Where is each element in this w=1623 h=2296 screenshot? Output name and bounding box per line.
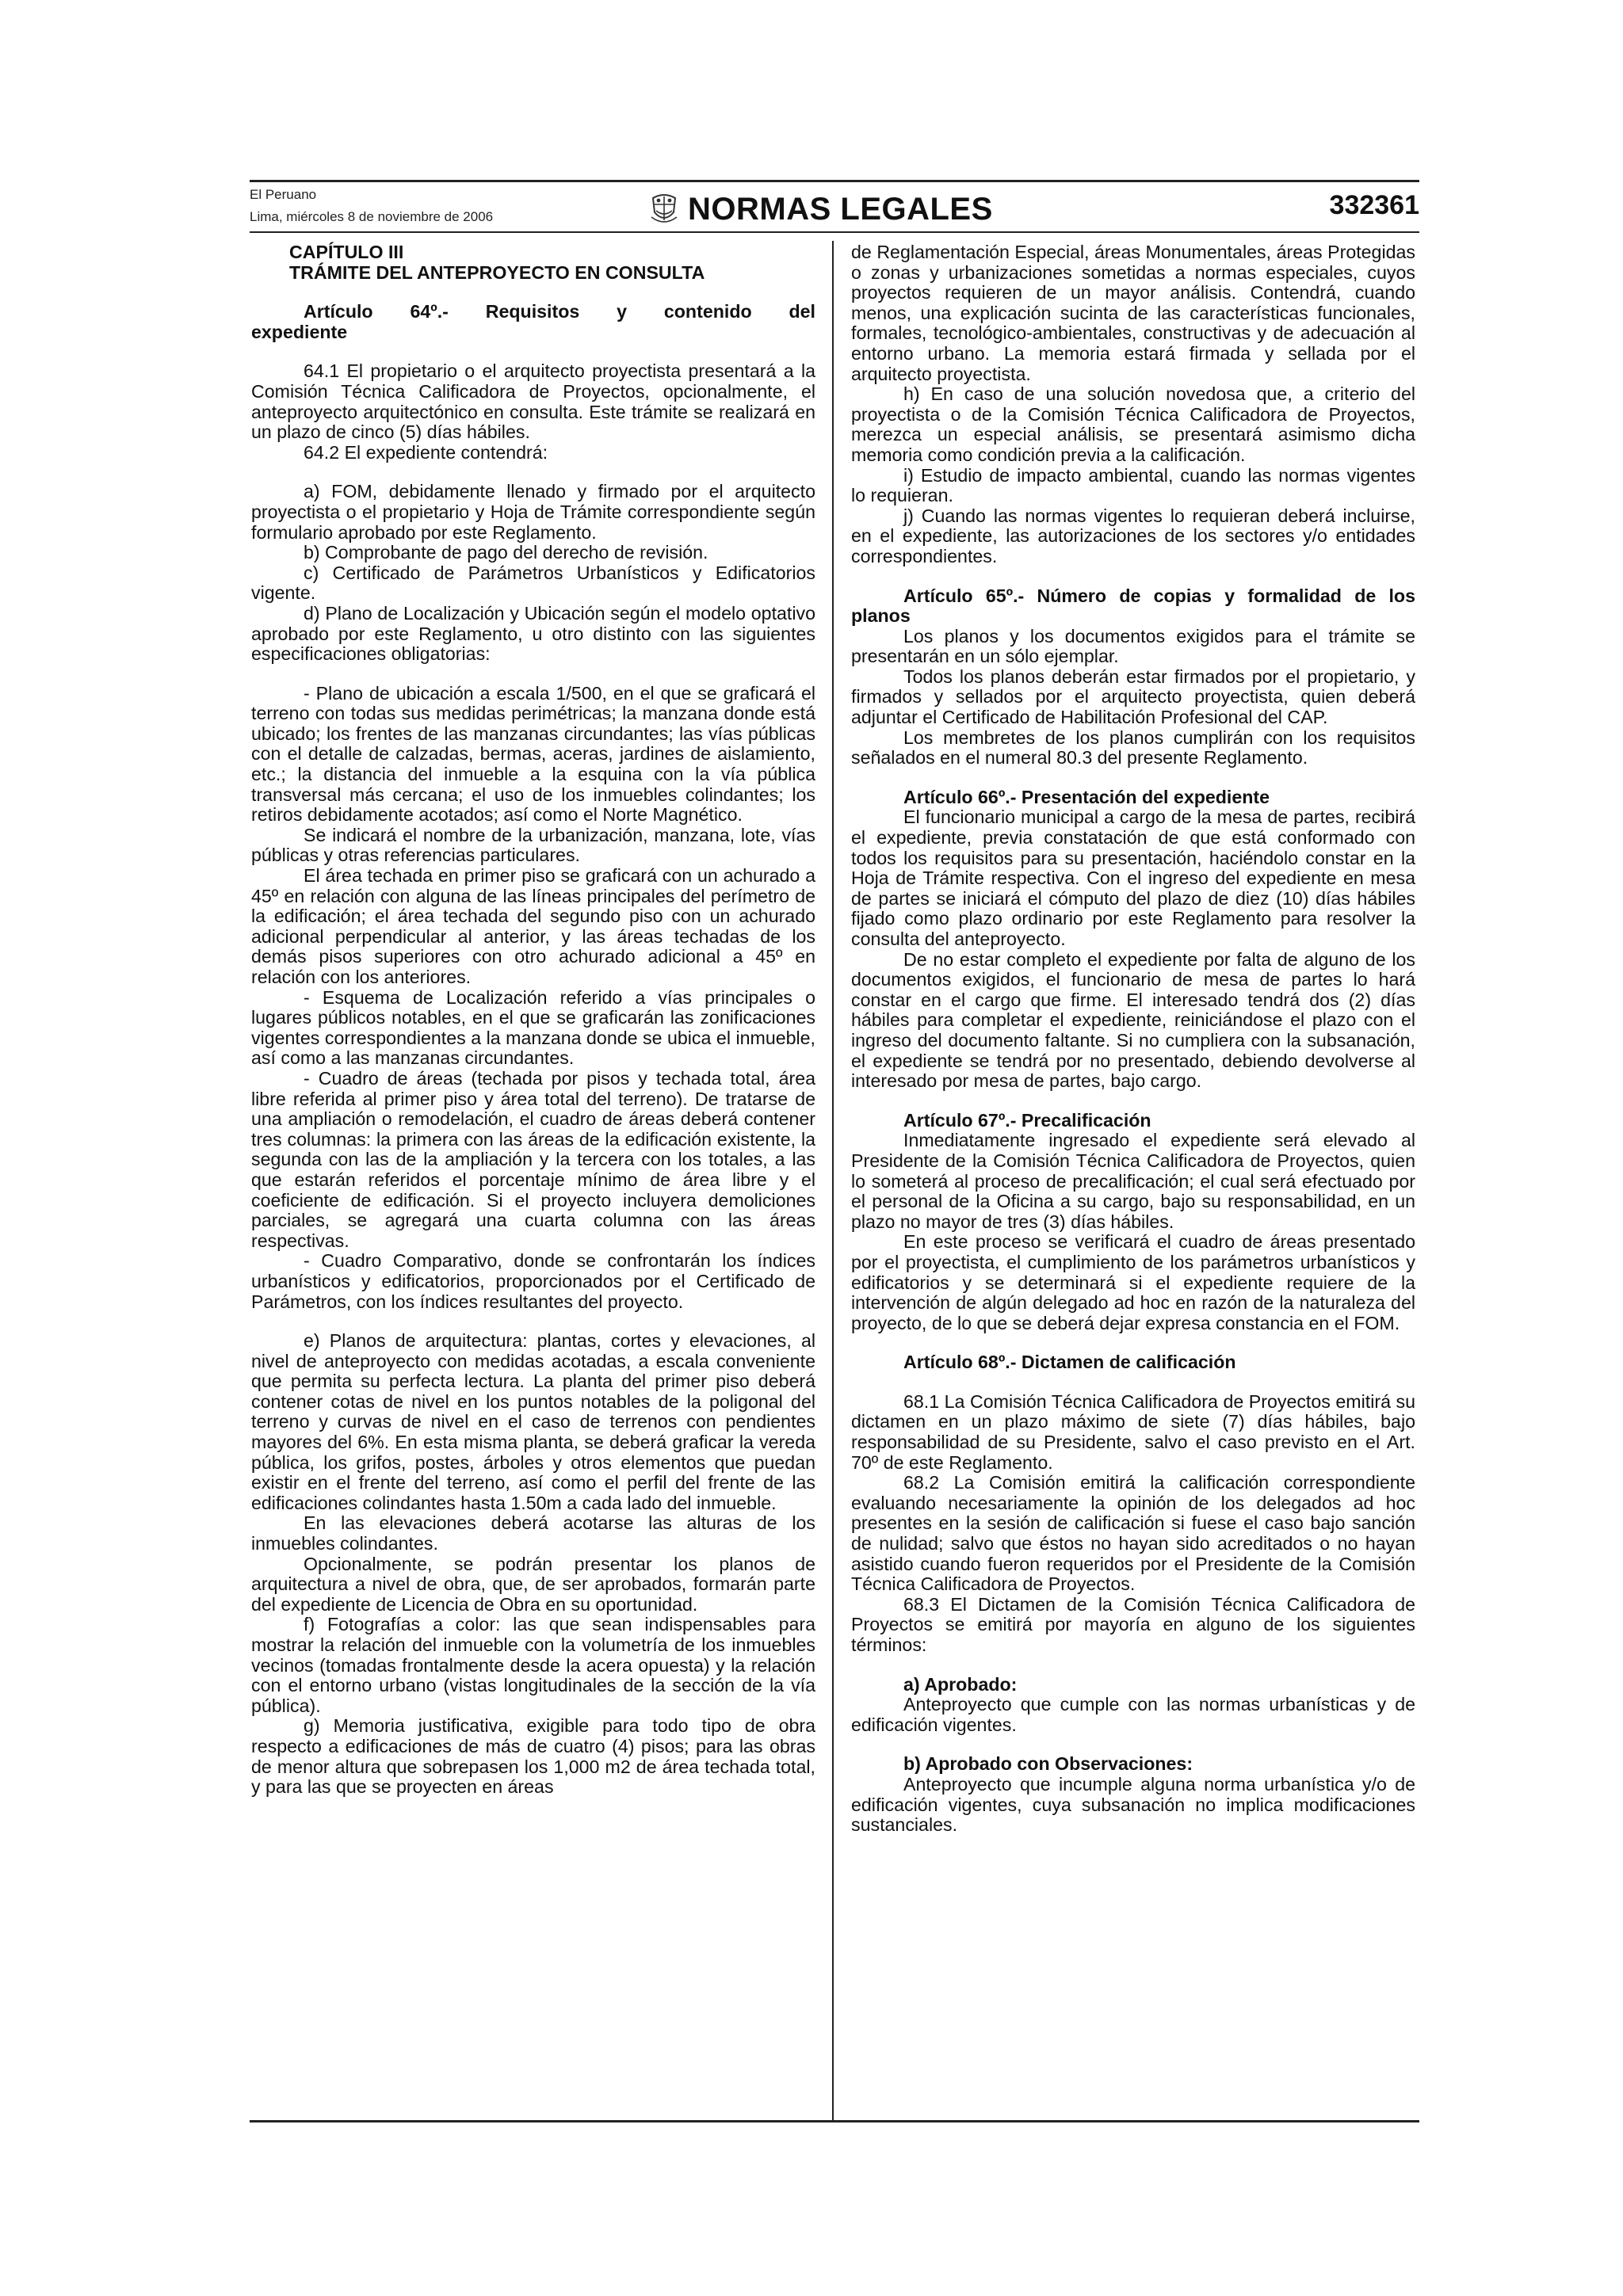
paragraph-item-g: g) Memoria justificativa, exigible para todo tipo de obra respecto a edificaciones de más de cuatro (4) pisos; para las obras de menor altura que sobrepasen los 1,000 m2 de área techada total, y para las que se proyecten en áreas — [251, 1715, 815, 1798]
paragraph-67-2: En este proceso se verificará el cuadro de áreas presentado por el proyectista, el cumplimiento de los parámetros urbanísticos y edificatorios y se determinará si el expediente requiere de la intervención de algún delegado ad hoc en razón de la naturaleza del proyecto, de lo que se deberá dejar expresa constancia en el FOM. — [851, 1231, 1415, 1333]
paragraph-68-2: 68.2 La Comisión emitirá la calificación correspondiente evaluando necesariamente la opinión de los delegados ad hoc presentes en la sesión de calificación si fuese el caso bajo sanción de nulidad; salvo que éstos no hayan sido acreditados o no hayan asistido cuando fueron requeridos por el Presidente de la Comisión Técnica Calificadora de Proyectos. — [851, 1472, 1415, 1595]
spacer — [851, 1656, 1415, 1675]
paragraph-item-f: f) Fotografías a color: las que sean indispensables para mostrar la relación del inmueble con la volumetría de los inmuebles vecinos (tomadas frontalmente desde la acera opuesta) y la relación con el entorno urbano (vistas longitudinales de la sección de la vía pública). — [251, 1614, 815, 1716]
paragraph-item-g-continued: de Reglamentación Especial, áreas Monumentales, áreas Protegidas o zonas y urbanizaciones sometidas a normas especiales, cuyos proyectos requieren de un mayor análisis. Contendrá, cuando menos, una explicación sucinta de las características funcionales, formales, tecnológico-ambientales, constructivas y de adecuación al entorno urbano. La memoria estará firmada y sellada por el arquitecto proyectista. — [851, 242, 1415, 384]
paragraph-66-1: El funcionario municipal a cargo de la mesa de partes, recibirá el expediente, previa constatación de que está conformado con todos los requisitos para su presentación, haciéndolo constar en la Hoja de Trámite respectiva. Con el ingreso del expediente en mesa de partes se iniciará el cómputo del plazo de diez (10) días hábiles fijado como plazo ordinario por este Reglamento para resolver la consulta del anteproyecto. — [851, 807, 1415, 949]
paragraph-item-b: b) Comprobante de pago del derecho de revisión. — [304, 542, 708, 563]
page-number: 332361 — [1329, 190, 1419, 220]
paragraph-68-3: 68.3 El Dictamen de la Comisión Técnica Calificadora de Proyectos se emitirá por mayoría en alguno de los siguientes términos: — [851, 1593, 1415, 1655]
spacer — [851, 567, 1415, 586]
term-aprobado-observaciones-text: Anteproyecto que incumple alguna norma urbanística y/o de edificación vigentes, cuya subsanación no implica modificaciones sustanciales. — [851, 1773, 1415, 1836]
paragraph-cuadro-comparativo: - Cuadro Comparativo, donde se confrontarán los índices urbanísticos y edificatorios, proporcionados por el Certificado de Parámetros, con los índices resultantes del proyecto. — [251, 1250, 815, 1312]
spacer — [251, 463, 815, 482]
spacer — [251, 1312, 815, 1331]
column-divider — [832, 241, 834, 2120]
section-title-block — [650, 187, 993, 231]
issue-date: Lima, miércoles 8 de noviembre de 2006 — [250, 209, 494, 224]
spacer — [251, 665, 815, 684]
paragraph-elevaciones: En las elevaciones deberá acotarse las alturas de los inmuebles colindantes. — [251, 1512, 815, 1554]
term-aprobado-title: a) Aprobado: — [903, 1673, 1018, 1695]
term-aprobado-observaciones-title: b) Aprobado con Observaciones: — [903, 1753, 1193, 1775]
paragraph-66-2: De no estar completo el expediente por falta de alguno de los documentos exigidos, el funcionario de mesa de partes lo hará constar en el cargo que firme. El interesado tendrá dos (2) días hábiles para completar el expediente, reiniciándose el plazo con el ingreso del documento faltante. Si no cumpliera con la subsanación, el expediente se tendrá por no presentado, debiendo devolverse al interesado por mesa de partes, bajo cargo. — [851, 948, 1415, 1092]
spacer — [851, 1092, 1415, 1111]
header-bottom-rule — [250, 231, 1419, 233]
paragraph-item-j: j) Cuando las normas vigentes lo requieran deberá incluirse, en el expediente, las autorizaciones de los sectores y/o entidades correspondientes. — [851, 505, 1415, 566]
spacer — [851, 1373, 1415, 1392]
paragraph-68-1: 68.1 La Comisión Técnica Calificadora de Proyectos emitirá su dictamen en un plazo máximo de siete (7) días hábiles, bajo responsabilidad de su Presidente, salvo el caso previsto en el Art. 70º de este Reglamento. — [851, 1390, 1415, 1473]
paragraph-item-a: a) FOM, debidamente llenado y firmado por el arquitecto proyectista o el propietario y Hoja de Trámite correspondiente según formulario aprobado por este Reglamento. — [251, 481, 815, 543]
left-column — [251, 242, 815, 1798]
header-top-rule — [250, 180, 1419, 182]
footer-rule — [250, 2120, 1419, 2122]
chapter-title: TRÁMITE DEL ANTEPROYECTO EN CONSULTA — [289, 261, 705, 283]
section-title: NORMAS LEGALES — [688, 191, 993, 227]
newspaper-name: El Peruano — [250, 187, 317, 202]
paragraph-65-3: Los membretes de los planos cumplirán con los requisitos señalados en el numeral 80.3 del presente Reglamento. — [851, 727, 1415, 769]
paragraph-64-2: 64.2 El expediente contendrá: — [304, 441, 548, 463]
paragraph-item-d: d) Plano de Localización y Ubicación según el modelo optativo aprobado por este Reglamento, u otro distinto con las siguientes especificaciones obligatorias: — [251, 602, 815, 665]
right-column — [851, 242, 1415, 1836]
spacer — [851, 769, 1415, 788]
paragraph-cuadro-areas: - Cuadro de áreas (techada por pisos y techada total, área libre referida al primer piso y área total del terreno). De tratarse de una ampliación o remodelación, el cuadro de áreas deberá contener tres columnas: la primera con las áreas de la edificación existente, la segunda con las de la ampliación y la tercera con los totales, a las que estarán referidos el porcentaje mínimo de área libre y el coeficiente de edificación. Si el proyecto incluyera demoliciones parciales, se agregará una cuarta columna con las áreas respectivas. — [251, 1067, 815, 1251]
paragraph-plano-ubicacion: - Plano de ubicación a escala 1/500, en el que se graficará el terreno con todas sus medidas perimétricas; la manzana donde está ubicado; los frentes de las manzanas circundantes; las vías públicas con el detalle de calzadas, bermas, aceras, jardines de aislamiento, etc.; la distancia del inmueble a la esquina con la vía pública transversal más cercana; el uso de los inmuebles colindantes; los retiros debidamente acotados; así como el Norte Magnético. — [251, 682, 815, 826]
paragraph-opcional: Opcionalmente, se podrán presentar los planos de arquitectura a nivel de obra, que, de ser aprobados, formarán parte del expediente de Licencia de Obra en su oportunidad. — [251, 1553, 815, 1615]
paragraph-item-h: h) En caso de una solución novedosa que, a criterio del proyectista o de la Comisión Técnica Calificadora de Proyectos, merezca un especial análisis, se presentará asimismo dicha memoria como condición previa a la calificación. — [851, 383, 1415, 465]
term-aprobado-text: Anteproyecto que cumple con las normas urbanísticas y de edificación vigentes. — [851, 1694, 1415, 1735]
paragraph-65-2: Todos los planos deberán estar firmados por el propietario, y firmados y sellados por el arquitecto proyectista, quien deberá adjuntar el Certificado de Habilitación Profesional del CAP. — [851, 666, 1415, 728]
paragraph-indicara: Se indicará el nombre de la urbanización, manzana, lote, vías públicas y otras referencias particulares. — [251, 824, 815, 866]
spacer — [851, 1735, 1415, 1754]
header-masthead — [250, 184, 493, 228]
paragraph-esquema: - Esquema de Localización referido a vías principales o lugares públicos notables, en el que se graficarán las zonificaciones vigentes correspondientes a la manzana donde se ubica el inmueble, así como a las manzanas circundantes. — [251, 986, 815, 1069]
coat-of-arms-icon — [650, 193, 678, 225]
chapter-number: CAPÍTULO III — [289, 242, 404, 262]
article-66-title: Artículo 66º.- Presentación del expediente — [903, 786, 1270, 807]
paragraph-area-techada: El área techada en primer piso se graficará con un achurado a 45º en relación con alguna de las líneas principales del perímetro de la edificación; el área techada del segundo piso con un achurado adicional perpendicular al anterior, y las áreas techadas de los demás pisos superiores con otro achurado adicional a 45º en relación con los anteriores. — [251, 865, 815, 987]
paragraph-item-c: c) Certificado de Parámetros Urbanísticos y Edificatorios vigente. — [251, 562, 815, 604]
paragraph-67-1: Inmediatamente ingresado el expediente será elevado al Presidente de la Comisión Técnica Calificadora de Proyectos, quien lo someterá al proceso de precalificación; el cual será efectuado por el personal de la Oficina a su cargo, bajo su responsabilidad, en un plazo no mayor de tres (3) días hábiles. — [851, 1130, 1415, 1232]
paragraph-65-1: Los planos y los documentos exigidos para el trámite se presentarán en un sólo ejemplar. — [851, 625, 1415, 667]
spacer — [251, 283, 815, 302]
spacer — [251, 342, 815, 361]
article-64-title-line2: expediente — [251, 321, 348, 342]
article-68-title: Artículo 68º.- Dictamen de calificación — [903, 1352, 1236, 1373]
spacer — [851, 1333, 1415, 1352]
article-67-title: Artículo 67º.- Precalificación — [903, 1109, 1151, 1131]
article-65-title: Artículo 65º.- Número de copias y formalidad de los planos — [851, 585, 1415, 627]
article-64-title-line1: Artículo 64º.- Requisitos y contenido del — [304, 301, 815, 322]
paragraph-item-i: i) Estudio de impacto ambiental, cuando las normas vigentes lo requieran. — [851, 464, 1415, 506]
paragraph-64-1: 64.1 El propietario o el arquitecto proyectista presentará a la Comisión Técnica Calificadora de Proyectos, opcionalmente, el anteproyecto arquitectónico en consulta. Este trámite se realizará en un plazo de cinco (5) días hábiles. — [251, 360, 815, 443]
paragraph-item-e: e) Planos de arquitectura: plantas, cortes y elevaciones, al nivel de anteproyecto con medidas acotadas, a escala conveniente que permita su perfecta lectura. La planta del primer piso deberá contener cotas de nivel en los puntos notables de la poligonal del terreno y curvas de nivel en el caso de terrenos con pendientes mayores del 6%. En esta misma planta, se deberá graficar la vereda pública, los grifos, postes, árboles y otros elementos que puedan existir en el frente del terreno, así como el perfil del frente de las edificaciones colindantes hasta 1.50m a cada lado del inmueble. — [251, 1330, 815, 1513]
